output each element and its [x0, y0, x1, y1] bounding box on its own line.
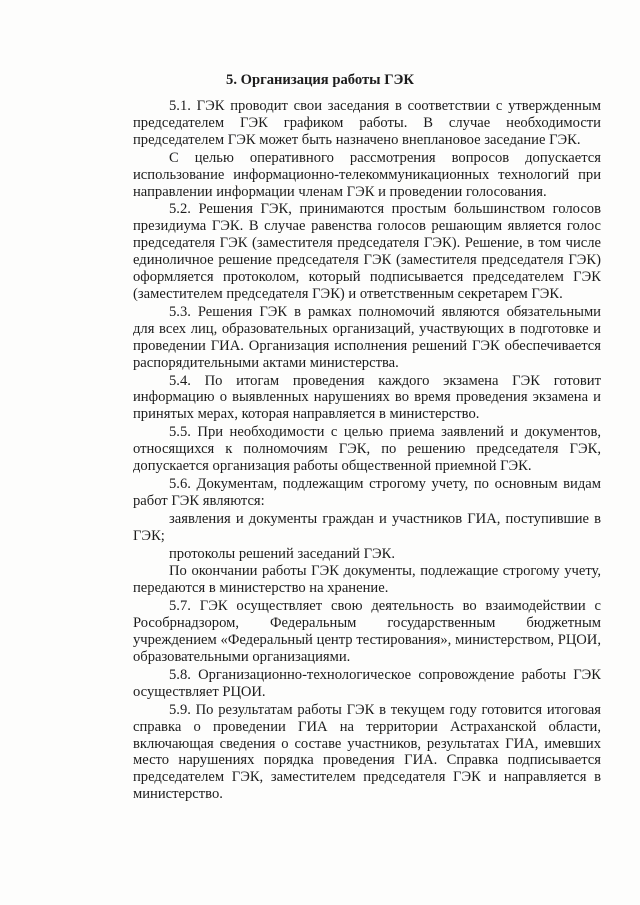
- paragraph-5-3: 5.3. Решения ГЭК в рамках полномочий являются обязательными для всех лиц, образовательных организаций, участвующих в подготовке и проведении ГИА. Организация исполнения решений ГЭК обеспечивается распорядительными актами министерства.: [133, 303, 601, 371]
- paragraph-5-6: 5.6. Документам, подлежащим строгому учету, по основным видам работ ГЭК являются:: [133, 475, 601, 509]
- paragraph-5-1: 5.1. ГЭК проводит свои заседания в соответствии с утвержденным председателем ГЭК графиком работы. В случае необходимости председателем ГЭК может быть назначено внеплановое заседание ГЭК.: [133, 98, 601, 148]
- paragraph-list-applications: заявления и документы граждан и участников ГИА, поступившие в ГЭК;: [133, 510, 601, 544]
- document-body: [133, 98, 601, 803]
- paragraph-5-5: 5.5. При необходимости с целью приема заявлений и документов, относящихся к полномочиям ГЭК, по решению председателя ГЭК, допускается организация работы общественной приемной ГЭК.: [133, 424, 601, 475]
- paragraph-5-4: 5.4. По итогам проведения каждого экзамена ГЭК готовит информацию о выявленных нарушениях во время проведения экзамена и принятых мерах, которая направляется в министерство.: [133, 372, 601, 423]
- paragraph-storage: По окончании работы ГЭК документы, подлежащие строгому учету, передаются в министерство на хранение.: [133, 563, 601, 597]
- paragraph-ict-usage: С целью оперативного рассмотрения вопросов допускается использование информационно-телекоммуникационных технологий при направлении информации членам ГЭК и проведении голосования.: [133, 149, 601, 200]
- paragraph-5-7: 5.7. ГЭК осуществляет свою деятельность во взаимодействии с Рособрнадзором, Федеральным государственным бюджетным учреждением «Федеральный центр тестирования», министерством, РЦОИ, образовательными организациями.: [133, 598, 601, 665]
- paragraph-list-protocols: протоколы решений заседаний ГЭК.: [169, 545, 396, 562]
- paragraph-5-8: 5.8. Организационно-технологическое сопровождение работы ГЭК осуществляет РЦОИ.: [133, 666, 601, 700]
- section-title: 5. Организация работы ГЭК: [226, 72, 414, 88]
- paragraph-5-2: 5.2. Решения ГЭК, принимаются простым большинством голосов президиума ГЭК. В случае равенства голосов решающим является голос председателя ГЭК (заместителя председателя ГЭК). Решение, в том числе единоличное решение председателя ГЭК (заместителя председателя ГЭК) оформляется протоколом, который подписывается председателем ГЭК (заместителем председателя ГЭК) и ответственным секретарем ГЭК.: [133, 201, 601, 302]
- paragraph-5-9: 5.9. По результатам работы ГЭК в текущем году готовится итоговая справка о проведении ГИА на территории Астраханской области, включающая сведения о составе участников, результатах ГИА, имевших место нарушениях порядка проведения ГИА. Справка подписывается председателем ГЭК, заместителем председателя ГЭК и направляется в министерство.: [133, 701, 601, 803]
